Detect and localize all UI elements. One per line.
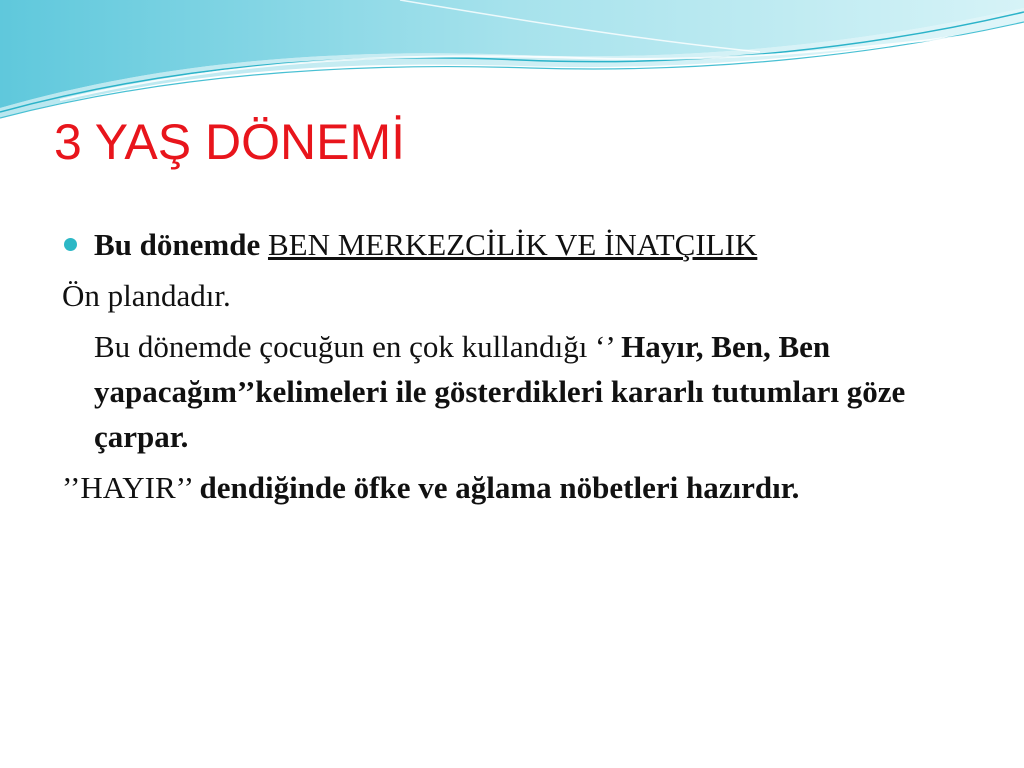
paragraph-2 bbox=[62, 273, 982, 318]
paragraph-4 bbox=[62, 465, 982, 510]
bullet-dot-icon bbox=[64, 238, 77, 251]
paragraph-2-text: Ön plandadır. bbox=[62, 278, 231, 313]
slide-content bbox=[62, 222, 982, 516]
bullet-lead-text: Bu dönemde bbox=[94, 227, 268, 262]
paragraph-3-normal-text: Bu dönemde çocuğun en çok kullandığı ‘’ bbox=[94, 329, 622, 364]
paragraph-4-bold-text: dendiğinde öfke ve ağlama nöbetleri hazırdır. bbox=[199, 470, 800, 505]
paragraph-4-normal-text: ’’HAYIR’’ bbox=[62, 470, 200, 505]
slide-title: 3 YAŞ DÖNEMİ bbox=[54, 114, 406, 170]
paragraph-3 bbox=[62, 324, 982, 459]
paragraph-3-bold-text: Hayır, Ben, Ben yapacağım’’kelimeleri ile gösterdikleri kararlı tutumları göze çarpar. bbox=[94, 329, 906, 454]
bullet-emphasis-text: BEN MERKEZCİLİK VE İNATÇILIK bbox=[267, 227, 758, 262]
bullet-item bbox=[62, 222, 982, 267]
header-wave-decoration bbox=[0, 0, 1024, 130]
wave-band-top bbox=[0, 0, 1024, 108]
